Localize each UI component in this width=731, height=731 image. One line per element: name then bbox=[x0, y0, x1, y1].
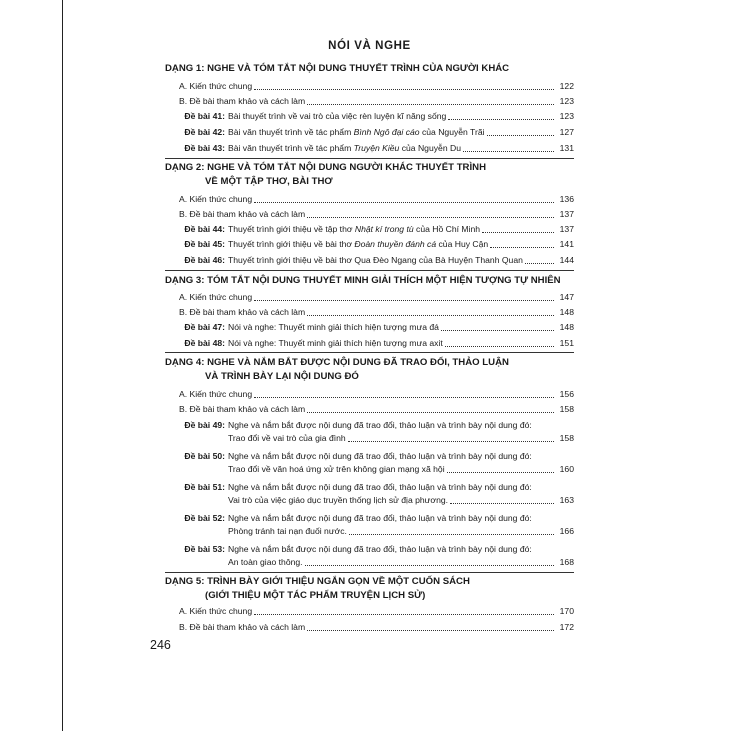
page-fold-line bbox=[62, 0, 63, 731]
toc-page-number: 136 bbox=[559, 194, 574, 204]
page-title: NÓI VÀ NGHE bbox=[328, 40, 411, 52]
toc-entry-text: Thuyết trình giới thiệu về bài thơ Đoàn thuyền đánh cá của Huy Cận bbox=[228, 239, 489, 249]
toc-entry-text: Bài văn thuyết trình về tác phẩm Bình Ngô đại cáo của Nguyễn Trãi bbox=[228, 127, 485, 137]
toc-entry-label: Đề bài 47: bbox=[184, 322, 225, 332]
toc-entry-text: A. Kiến thức chung bbox=[179, 389, 253, 399]
toc-entry-label: Đề bài 44: bbox=[184, 224, 225, 234]
toc-entry bbox=[165, 321, 574, 334]
toc-entry-text: Phòng tránh tai nạn đuối nước. bbox=[228, 526, 347, 536]
toc-entry bbox=[165, 306, 574, 319]
toc-page-number: 137 bbox=[559, 209, 574, 219]
toc-entry-text: Thuyết trình giới thiệu về bài thơ Qua Đèo Ngang của Bà Huyện Thanh Quan bbox=[228, 255, 523, 265]
toc-entry-line1: Nghe và nắm bắt được nội dung đã trao đổi, thảo luận và trình bày nội dung đó: bbox=[228, 451, 532, 461]
toc-entry bbox=[165, 403, 574, 416]
toc-entry-label: Đề bài 52: bbox=[184, 513, 225, 523]
toc-entry-text: Nói và nghe: Thuyết minh giải thích hiện tượng mưa đá bbox=[228, 322, 439, 332]
toc-entry-text: Trao đổi về văn hoá ứng xử trên không gian mạng xã hội bbox=[228, 464, 445, 474]
toc-entry bbox=[165, 126, 574, 139]
toc-entry bbox=[165, 80, 574, 93]
toc-entry-text: A. Kiến thức chung bbox=[179, 194, 253, 204]
toc-page-number: 158 bbox=[559, 433, 574, 443]
toc-entry-label: Đề bài 45: bbox=[184, 239, 225, 249]
section-divider bbox=[165, 352, 574, 353]
section-heading-cont: VỀ MỘT TẬP THƠ, BÀI THƠ bbox=[205, 176, 333, 187]
toc-entry bbox=[165, 450, 574, 476]
toc-entry bbox=[165, 254, 574, 267]
toc-entry-line1: Nghe và nắm bắt được nội dung đã trao đổi, thảo luận và trình bày nội dung đó: bbox=[228, 482, 532, 492]
toc-entry bbox=[165, 337, 574, 350]
toc-entry bbox=[165, 142, 574, 155]
toc-entry bbox=[165, 110, 574, 123]
toc-entry bbox=[165, 605, 574, 618]
toc-page-number: 141 bbox=[559, 239, 574, 249]
toc-entry-label: Đề bài 53: bbox=[184, 544, 225, 554]
toc-page-number: 158 bbox=[559, 404, 574, 414]
toc-page-number: 123 bbox=[559, 111, 574, 121]
toc-entry-label: Đề bài 50: bbox=[184, 451, 225, 461]
toc-entry-label: Đề bài 48: bbox=[184, 338, 225, 348]
section-heading bbox=[165, 161, 574, 189]
toc-entry-text: B. Đề bài tham khảo và cách làm bbox=[179, 404, 306, 414]
section-heading-text: DẠNG 3: TÓM TẮT NỘI DUNG THUYẾT MINH GIẢI THÍCH MỘT HIỆN TƯỢNG TỰ NHIÊN bbox=[165, 275, 561, 286]
toc-page-number: 163 bbox=[559, 495, 574, 505]
section-heading bbox=[165, 575, 574, 603]
toc-entry-line1: Nghe và nắm bắt được nội dung đã trao đổi, thảo luận và trình bày nội dung đó: bbox=[228, 544, 532, 554]
toc-page-number: 172 bbox=[559, 622, 574, 632]
toc-page-number: 127 bbox=[559, 127, 574, 137]
toc-page-number: 168 bbox=[559, 557, 574, 567]
toc-page-number: 123 bbox=[559, 96, 574, 106]
toc-entry bbox=[165, 223, 574, 236]
toc-entry-text: B. Đề bài tham khảo và cách làm bbox=[179, 622, 306, 632]
toc-entry bbox=[165, 388, 574, 401]
toc-entry-label: Đề bài 51: bbox=[184, 482, 225, 492]
toc-page-number: 170 bbox=[559, 606, 574, 616]
toc-entry-line1: Nghe và nắm bắt được nội dung đã trao đổi, thảo luận và trình bày nội dung đó: bbox=[228, 420, 532, 430]
section-heading-cont: (GIỚI THIỆU MỘT TÁC PHẨM TRUYỆN LỊCH SỬ) bbox=[205, 590, 426, 601]
toc-entry bbox=[165, 238, 574, 251]
toc-entry-label: Đề bài 42: bbox=[184, 127, 225, 137]
toc-entry-text: Thuyết trình giới thiệu về tập thơ Nhật kí trong tù của Hồ Chí Minh bbox=[228, 224, 481, 234]
toc-entry-text: B. Đề bài tham khảo và cách làm bbox=[179, 307, 306, 317]
toc-page-number: 122 bbox=[559, 81, 574, 91]
toc-page-number: 166 bbox=[559, 526, 574, 536]
toc-page-number: 137 bbox=[559, 224, 574, 234]
toc-entry bbox=[165, 95, 574, 108]
section-heading bbox=[165, 274, 574, 288]
toc-entry bbox=[165, 481, 574, 507]
toc-entry-text: B. Đề bài tham khảo và cách làm bbox=[179, 209, 306, 219]
toc-entry bbox=[165, 193, 574, 206]
toc-entry-text: A. Kiến thức chung bbox=[179, 606, 253, 616]
toc-entry-line1: Nghe và nắm bắt được nội dung đã trao đổi, thảo luận và trình bày nội dung đó: bbox=[228, 513, 532, 523]
toc-page-number: 148 bbox=[559, 322, 574, 332]
toc-entry-label: Đề bài 46: bbox=[184, 255, 225, 265]
toc-entry bbox=[165, 208, 574, 221]
toc-page-number: 156 bbox=[559, 389, 574, 399]
toc-entry-label: Đề bài 43: bbox=[184, 143, 225, 153]
section-heading bbox=[165, 62, 574, 76]
toc-page-number: 131 bbox=[559, 143, 574, 153]
section-heading-text: DẠNG 4: NGHE VÀ NẮM BẮT ĐƯỢC NỘI DUNG ĐÃ TRAO ĐỔI, THẢO LUẬN bbox=[165, 357, 509, 368]
toc-entry-text: Vai trò của việc giáo dục truyền thống lịch sử địa phương. bbox=[228, 495, 449, 505]
toc-entry bbox=[165, 291, 574, 304]
toc-page-number: 147 bbox=[559, 292, 574, 302]
toc-entry-text: Bài thuyết trình về vai trò của việc rèn luyện kĩ năng sống bbox=[228, 111, 447, 121]
toc-entry-text: Nói và nghe: Thuyết minh giải thích hiện tượng mưa axit bbox=[228, 338, 443, 348]
toc-entry-label: Đề bài 41: bbox=[184, 111, 225, 121]
toc-page-number: 148 bbox=[559, 307, 574, 317]
page-number: 246 bbox=[150, 638, 171, 652]
toc-entry bbox=[165, 419, 574, 445]
section-heading-text: DẠNG 1: NGHE VÀ TÓM TẮT NỘI DUNG THUYẾT TRÌNH CỦA NGƯỜI KHÁC bbox=[165, 63, 510, 74]
toc-entry-text: A. Kiến thức chung bbox=[179, 292, 253, 302]
section-heading-text: DẠNG 2: NGHE VÀ TÓM TẮT NỘI DUNG NGƯỜI KHÁC THUYẾT TRÌNH bbox=[165, 162, 487, 173]
toc-page-number: 151 bbox=[559, 338, 574, 348]
toc-entry-label: Đề bài 49: bbox=[184, 420, 225, 430]
toc-entry bbox=[165, 543, 574, 569]
section-divider bbox=[165, 270, 574, 271]
toc-entry-text: Bài văn thuyết trình về tác phẩm Truyện Kiều của Nguyễn Du bbox=[228, 143, 461, 153]
section-heading-cont: VÀ TRÌNH BÀY LẠI NỘI DUNG ĐÓ bbox=[205, 371, 359, 382]
toc-entry-text: A. Kiến thức chung bbox=[179, 81, 253, 91]
toc-entry-text: Trao đổi về vai trò của gia đình bbox=[228, 433, 346, 443]
toc-page-number: 144 bbox=[559, 255, 574, 265]
toc-page-number: 160 bbox=[559, 464, 574, 474]
toc-entry-text: An toàn giao thông. bbox=[228, 557, 303, 567]
section-heading bbox=[165, 356, 574, 384]
section-divider bbox=[165, 572, 574, 573]
toc-entry bbox=[165, 512, 574, 538]
toc-entry bbox=[165, 621, 574, 634]
section-heading-text: DẠNG 5: TRÌNH BÀY GIỚI THIỆU NGẮN GỌN VỀ MỘT CUỐN SÁCH bbox=[165, 576, 470, 587]
toc-entry-text: B. Đề bài tham khảo và cách làm bbox=[179, 96, 306, 106]
section-divider bbox=[165, 158, 574, 159]
